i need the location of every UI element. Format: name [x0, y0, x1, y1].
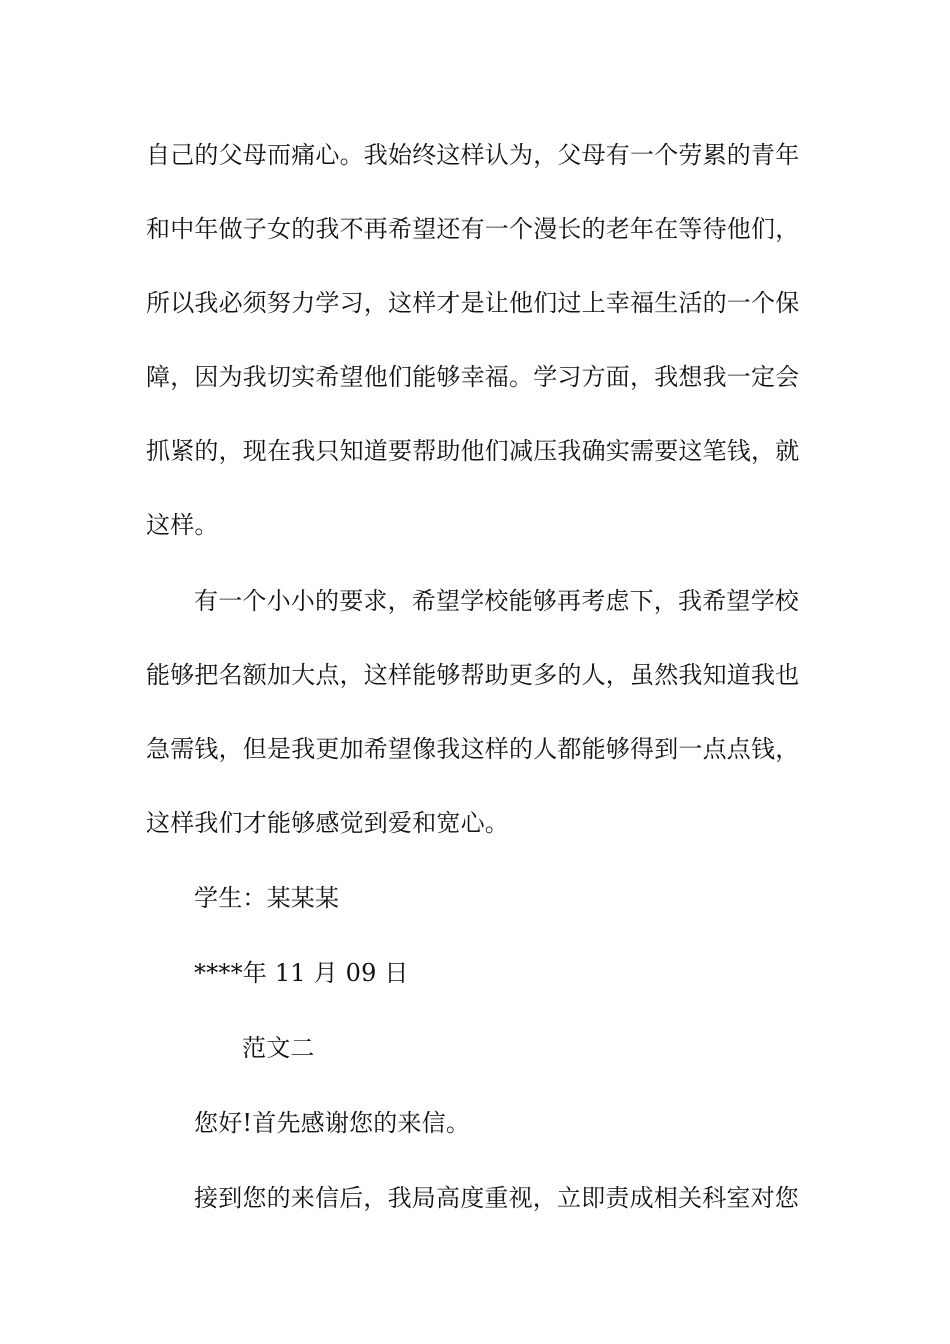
date-line: ****年 11 月 09 日	[194, 959, 409, 987]
paragraph-line: 这样我们才能够感觉到爱和宽心。	[146, 809, 509, 837]
paragraph-line: 急需钱，但是我更加希望像我这样的人都能够得到一点点钱，	[146, 735, 800, 763]
signature-line: 学生：某某某	[194, 884, 340, 912]
paragraph-line: 这样。	[146, 511, 219, 539]
greeting-line: 您好!首先感谢您的来信。	[194, 1109, 471, 1137]
paragraph-line: 自己的父母而痛心。我始终这样认为，父母有一个劳累的青年	[146, 141, 800, 169]
paragraph-line: 所以我必须努力学习，这样才是让他们过上幸福生活的一个保	[146, 289, 800, 317]
section-title: 范文二	[242, 1034, 315, 1062]
paragraph-line: 接到您的来信后，我局高度重视，立即责成相关科室对您	[194, 1184, 799, 1212]
paragraph-line: 障，因为我切实希望他们能够幸福。学习方面，我想我一定会	[146, 363, 800, 391]
paragraph-line: 和中年做子女的我不再希望还有一个漫长的老年在等待他们，	[146, 215, 800, 243]
paragraph-line: 能够把名额加大点，这样能够帮助更多的人，虽然我知道我也	[146, 661, 800, 689]
paragraph-line: 有一个小小的要求，希望学校能够再考虑下，我希望学校	[194, 587, 799, 615]
paragraph-line: 抓紧的，现在我只知道要帮助他们减压我确实需要这笔钱，就	[146, 437, 800, 465]
